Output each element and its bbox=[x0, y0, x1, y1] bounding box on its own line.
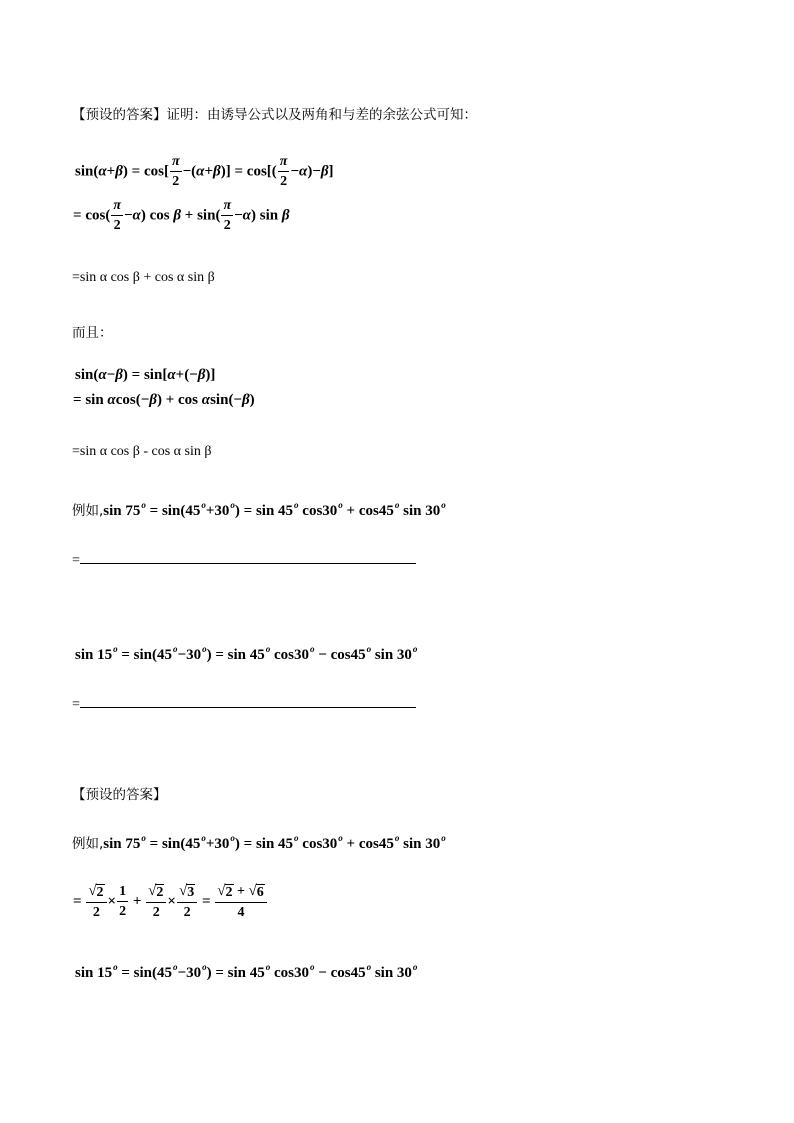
fill-in-blank[interactable] bbox=[80, 697, 416, 708]
answer-blank-2[interactable]: = bbox=[72, 697, 416, 713]
proof-heading-line bbox=[72, 103, 477, 123]
example-15-line: $\sin 15^o = \sin(45^o-30^o) = \sin 45^o$ $\cos 30^o - \cos 45^o$ sin 30$^o$ bbox=[75, 644, 418, 663]
answer-computation-line: = √ 2 2 × $\frac{1}{2}$ + √ 2 2 × √ 3 2 = √ 2 + √ 6 4 bbox=[73, 884, 268, 920]
proof-intro-text: 证明：由诱导公式以及两角和与差的余弦公式可知： bbox=[166, 107, 477, 123]
sum-formula-line-2: = cos( $\frac{\pi}{2}$ −α) cos β + sin( $\frac{\pi}{2}$ −α) sin β bbox=[73, 198, 290, 233]
answer-example-75-line: 例如,sin $75^o = \sin(45^o+30^o) = \sin 45^o$ $\cos 30^o + \cos 45^o$ sin 30$^o$ bbox=[72, 833, 446, 852]
diff-formula-line-2: = sin αcos(−β) + cos αsin(−β) bbox=[73, 392, 255, 408]
sqrt2-plus-sqrt6-over-4-fraction: √ 2 + √ 6 4 bbox=[215, 884, 266, 920]
one-half-fraction: $\frac{1}{2}$ bbox=[119, 884, 127, 919]
sum-formula-line-1: sin(α+β) = cos[ $\frac{\pi}{2}$ −(α+β)] = cos[( $\frac{\pi}{2}$ −α)−β] bbox=[75, 154, 334, 189]
sqrt3-over-2-fraction: √ 3 2 bbox=[177, 884, 197, 920]
preset-answer-heading-2: 【预设的答案】 bbox=[72, 787, 167, 803]
pi-over-2-fraction: $\frac{\pi}{2}$ bbox=[223, 198, 232, 233]
fill-in-blank[interactable] bbox=[80, 553, 416, 564]
example-75-line: 例如,sin $75^o = \sin(45^o+30^o) = \sin 45^o$ $\cos 30^o + \cos 45^o$ sin 30$^o$ bbox=[72, 500, 446, 519]
pi-over-2-fraction: $\frac{\pi}{2}$ bbox=[171, 154, 180, 189]
sqrt2-over-2-fraction: √ 2 2 bbox=[146, 884, 166, 920]
preset-answer-heading: 【预设的答案】 bbox=[72, 107, 167, 123]
example-label: 例如, bbox=[72, 503, 104, 519]
diff-formula-line-1: sin(α−β) = sin[α+(−β)] bbox=[75, 367, 216, 383]
diff-result-line: =sin α cos β - cos α sin β bbox=[72, 444, 212, 459]
and-label: 而且： bbox=[72, 325, 113, 341]
sum-result-line: =sin α cos β + cos α sin β bbox=[72, 270, 215, 285]
pi-over-2-fraction: $\frac{\pi}{2}$ bbox=[113, 198, 121, 233]
example-label: 例如, bbox=[72, 836, 104, 852]
sqrt2-over-2-fraction: √ 2 2 bbox=[86, 884, 106, 920]
pi-over-2-fraction: $\frac{\pi}{2}$ bbox=[279, 154, 288, 189]
answer-blank-1[interactable]: = bbox=[72, 553, 416, 569]
answer-example-15-line: $\sin 15^o = \sin(45^o-30^o) = \sin 45^o$ $\cos 30^o - \cos 45^o$ sin 30$^o$ bbox=[75, 962, 418, 981]
